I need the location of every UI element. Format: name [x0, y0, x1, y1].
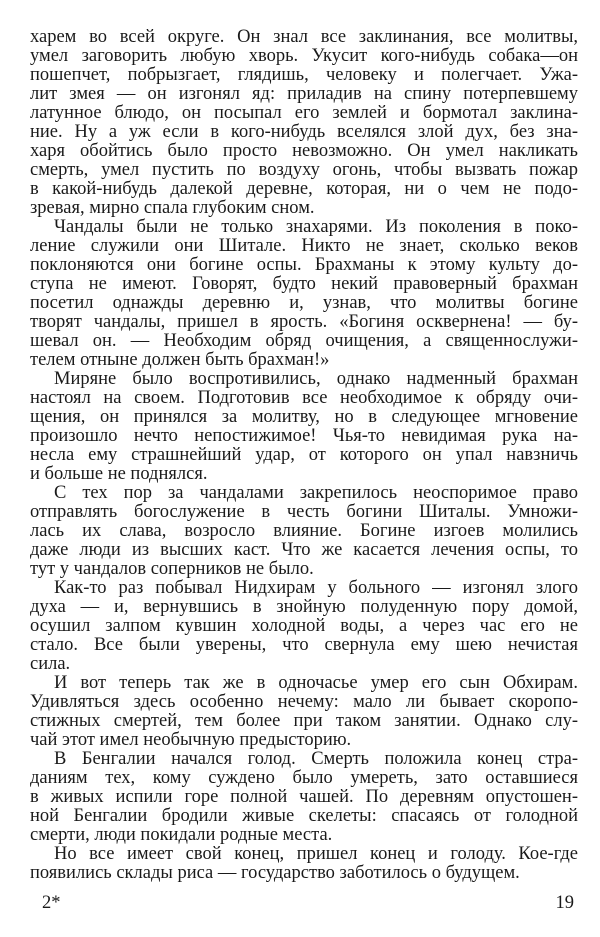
text-line: Но все имеет свой конец, пришел конец и голоду. Кое-где — [54, 844, 578, 864]
page-body — [30, 28, 578, 883]
text-line: ние. Ну а уж если в кого-нибудь вселялся злой дух, без зна- — [30, 122, 578, 142]
text-line: творят чандалы, пришел в ярость. «Богиня осквернена! — бу- — [30, 312, 578, 332]
paragraph — [30, 484, 578, 579]
text-line: харем во всей округе. Он знал все заклинания, все молитвы, — [30, 27, 578, 47]
paragraph — [30, 370, 578, 484]
text-line: Удивляться здесь особенно нечему: мало ли бывает скоропо- — [30, 692, 578, 712]
text-line: в какой-нибудь далекой деревне, которая, ни о чем не подо- — [30, 179, 578, 199]
text-line: тут у чандалов соперников не было. — [30, 559, 314, 579]
text-line: в живых испили горе полной чашей. По деревням опустошен- — [30, 787, 578, 807]
text-line: появились склады риса — государство заботилось о будущем. — [30, 863, 520, 883]
text-line: Как-то раз побывал Нидхирам у больного — изгонял злого — [54, 578, 578, 598]
text-line: умел заговорить любую хворь. Укусит кого-нибудь собака—он — [30, 46, 578, 66]
text-line: латунное блюдо, он посыпал его землей и бормотал заклина- — [30, 103, 578, 123]
paragraph — [30, 579, 578, 674]
text-line: телем отныне должен быть брахман!» — [30, 350, 330, 370]
text-line: харя обойтись было просто невозможно. Он умел накликать — [30, 141, 578, 161]
text-line: шевал он. — Необходим обряд очищения, а священнослужи- — [30, 331, 578, 351]
text-line: щения, он принялся за молитву, но в следующее мгновение — [30, 407, 578, 427]
text-line: духа — и, вернувшись в знойную полуденную пору домой, — [30, 597, 578, 617]
paragraph — [30, 218, 578, 370]
text-line: несла ему страшнейший удар, от которого он упал навзничь — [30, 445, 578, 465]
paragraph — [30, 750, 578, 845]
paragraph — [30, 28, 578, 218]
text-line: ной Бенгалии бродили живые скелеты: спасаясь от голодной — [30, 806, 578, 826]
signature-mark: 2* — [42, 893, 61, 913]
text-line: стало. Все были уверены, что свернула ему шею нечистая — [30, 635, 578, 655]
text-line: даниям тех, кому суждено было умереть, зато оставшиеся — [30, 768, 578, 788]
text-line: В Бенгалии начался голод. Смерть положила конец стра- — [54, 749, 578, 769]
text-line: И вот теперь так же в одночасье умер его сын Обхирам. — [54, 673, 578, 693]
text-line: даже люди из высших каст. Что же касается лечения оспы, то — [30, 540, 578, 560]
text-line: поклоняются они богине оспы. Брахманы к этому культу до- — [30, 255, 578, 275]
text-line: зревая, мирно спала глубоким сном. — [30, 198, 315, 218]
text-line: лит змея — он изгонял яд: приладив на спину потерпевшему — [30, 84, 578, 104]
text-line: и больше не поднялся. — [30, 464, 208, 484]
text-line: произошло нечто непостижимое! Чья-то невидимая рука на- — [30, 426, 578, 446]
text-line: посетил однажды деревню и, узнав, что молитвы богине — [30, 293, 578, 313]
paragraph — [30, 674, 578, 750]
text-line: Чандалы были не только знахарями. Из поколения в поко- — [54, 217, 578, 237]
text-line: Миряне было воспротивились, однако надменный брахман — [54, 369, 578, 389]
text-line: пошепчет, побрызгает, глядишь, человеку и полегчает. Ужа- — [30, 65, 578, 85]
paragraph — [30, 845, 578, 883]
text-line: осушил залпом кувшин холодной воды, а через час его не — [30, 616, 578, 636]
text-line: смерти, люди покидали родные места. — [30, 825, 333, 845]
text-line: сила. — [30, 654, 71, 674]
text-line: отправлять богослужение в честь богини Шиталы. Умножи- — [30, 502, 578, 522]
text-line: ление служили они Шитале. Никто не знает, сколько веков — [30, 236, 578, 256]
page-number: 19 — [555, 893, 574, 913]
text-line: С тех пор за чандалами закрепилось неоспоримое право — [54, 483, 578, 503]
text-line: ступа не имеют. Говорят, будто некий правоверный брахман — [30, 274, 578, 294]
text-line: смерть, умел пустить по воздуху огонь, чтобы вызвать пожар — [30, 160, 578, 180]
text-line: настоял на своем. Подготовив все необходимое к обряду очи- — [30, 388, 578, 408]
text-line: стижных смертей, тем более при таком занятии. Однако слу- — [30, 711, 578, 731]
text-line: чай этот имел необычную предысторию. — [30, 730, 352, 750]
text-line: лась их слава, возросло влияние. Богине изгоев молились — [30, 521, 578, 541]
